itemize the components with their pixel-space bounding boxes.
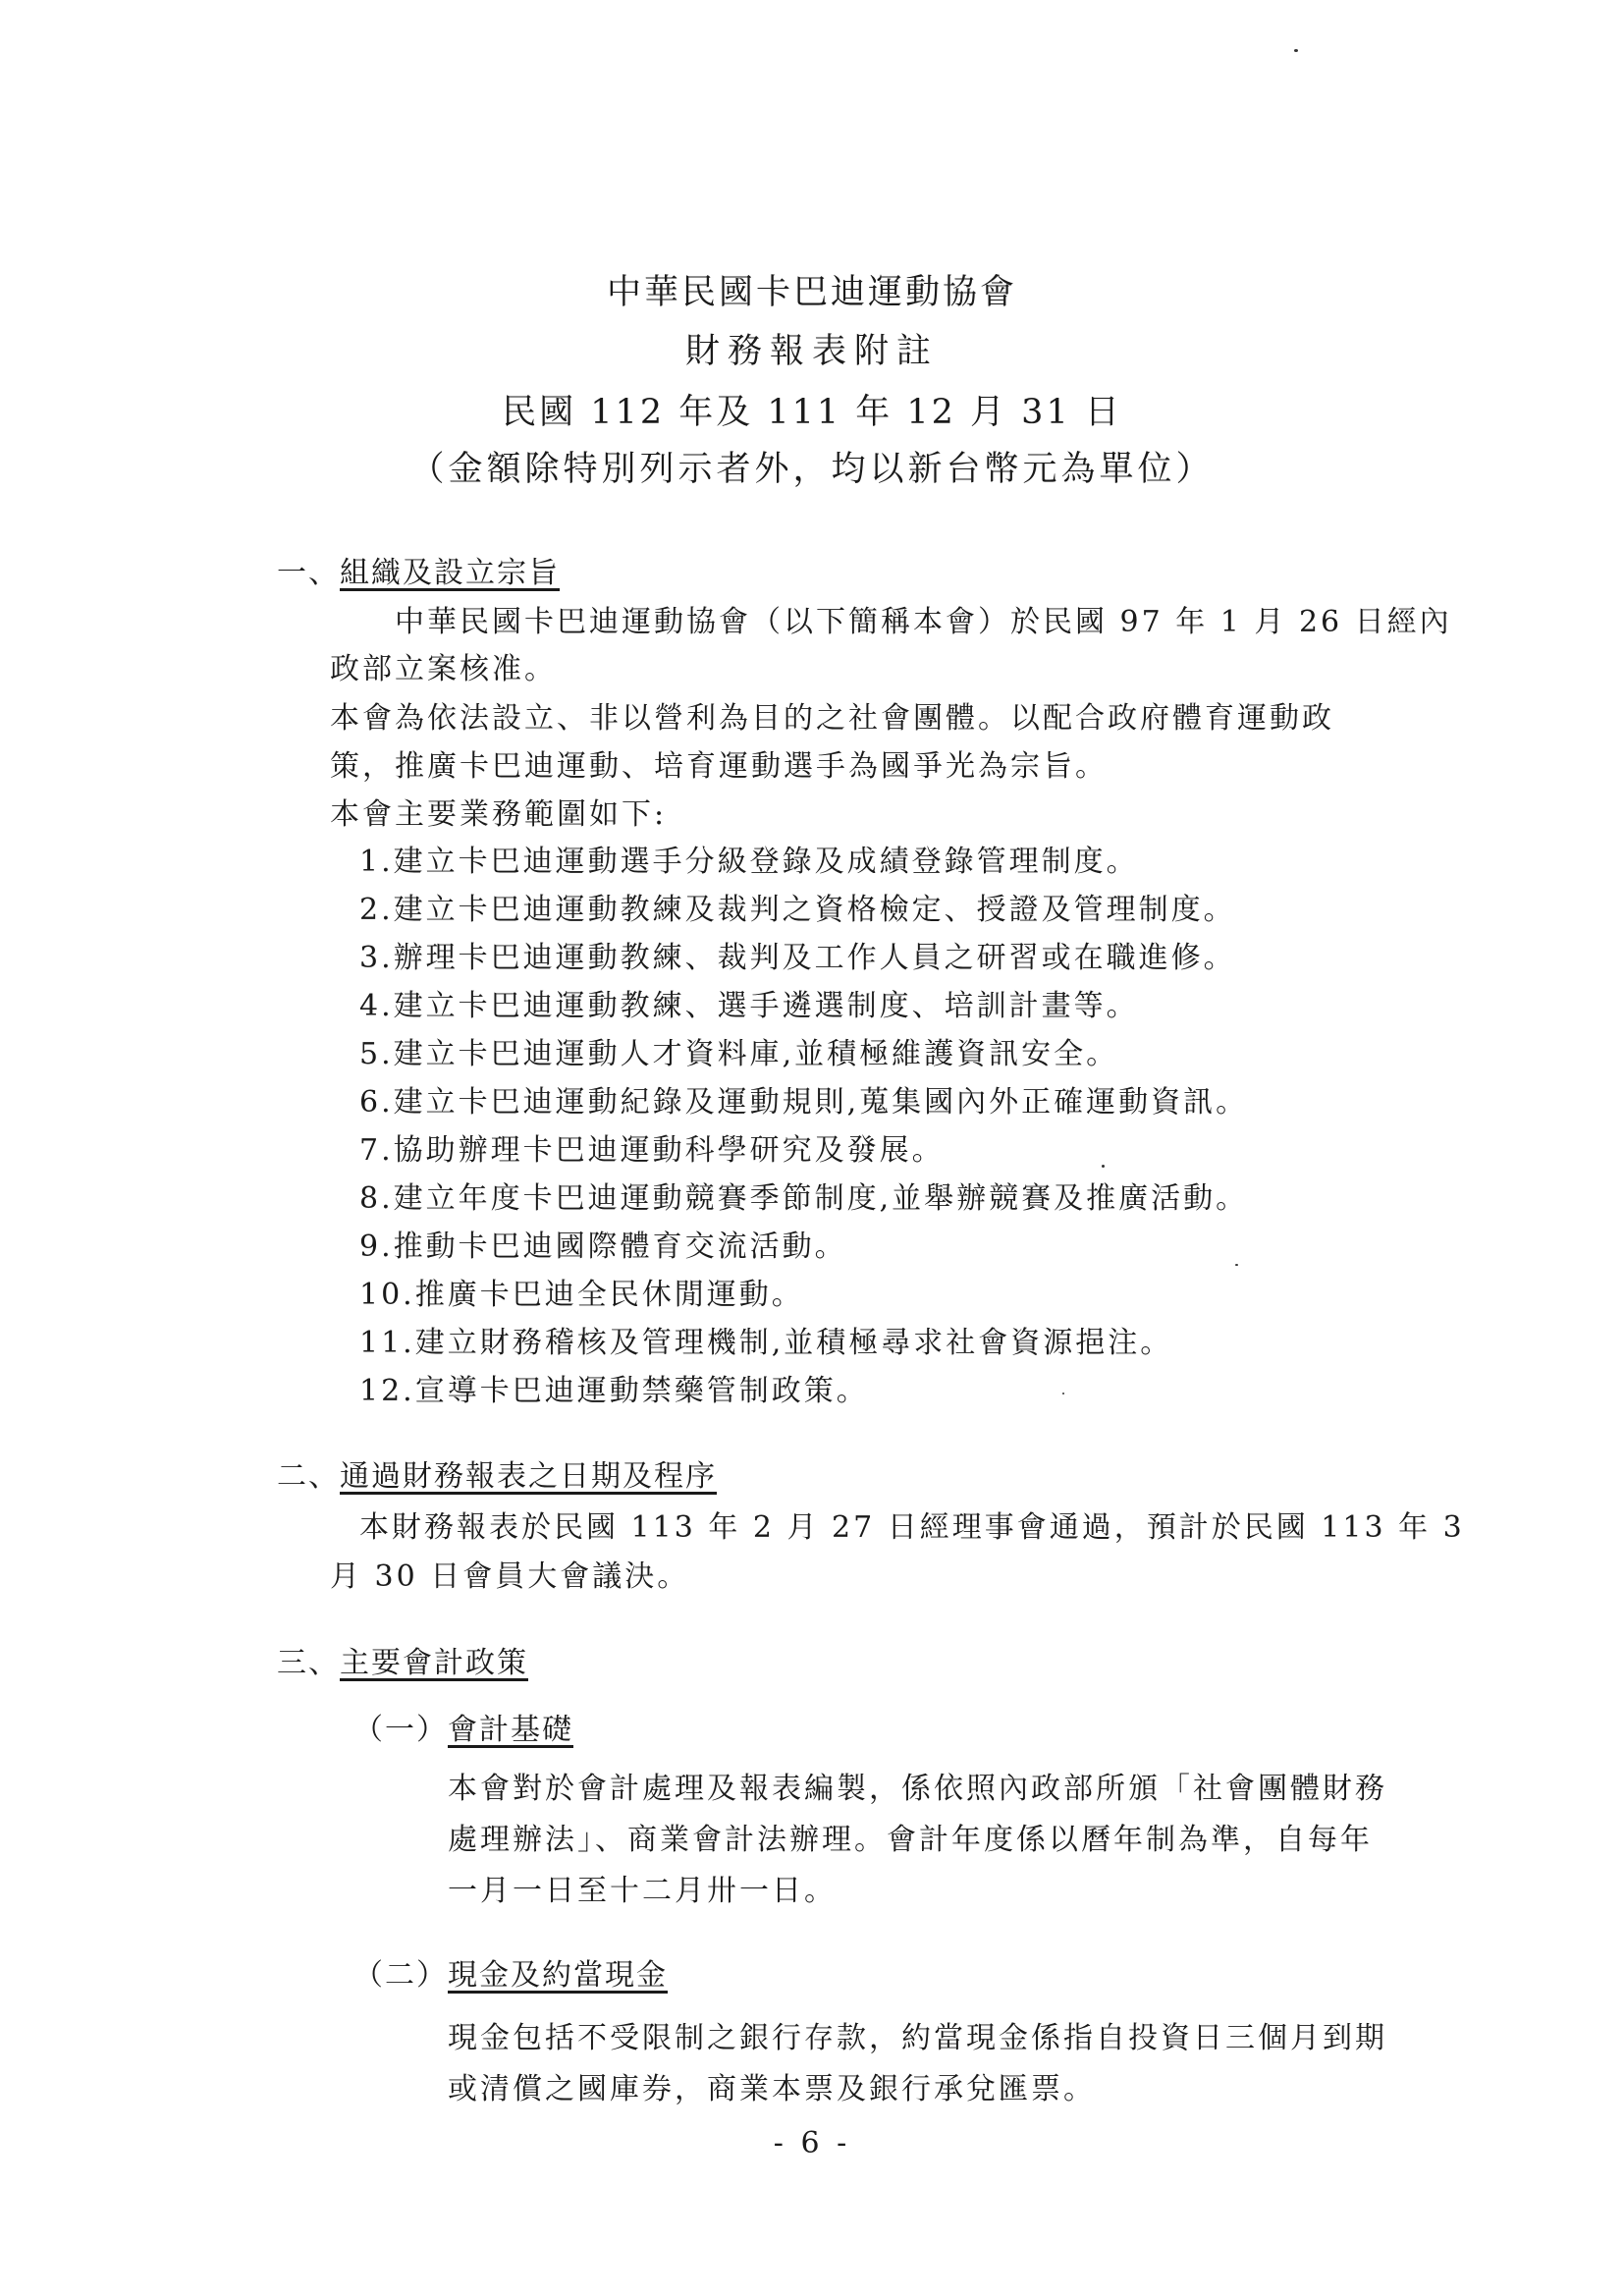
- section1-line-4: 策，推廣卡巴迪運動、培育運動選手為國爭光為宗旨。: [330, 749, 1108, 784]
- section1-number: 一、: [277, 556, 340, 590]
- subsection1-title: 會計基礎: [448, 1713, 573, 1747]
- doc-title: 財務報表附註: [684, 332, 939, 371]
- subsection1-heading: [353, 1705, 573, 1748]
- section1-line-5: 本會主要業務範圍如下:: [330, 797, 668, 832]
- section3-title: 主要會計政策: [340, 1646, 528, 1680]
- list-item: 12.宣導卡巴迪運動禁藥管制政策。: [359, 1374, 869, 1408]
- subsection1-line-2: 處理辦法」、商業會計法辦理。會計年度係以曆年制為準，自每年: [448, 1823, 1373, 1857]
- section2-heading: [277, 1451, 717, 1495]
- org-title: 中華民國卡巴迪運動協會: [606, 273, 1017, 312]
- section2-line-1: 本財務報表於民國 113 年 2 月 27 日經理事會通過，預計於民國 113 年 3: [359, 1510, 1465, 1545]
- section1-line-1: 中華民國卡巴迪運動協會（以下簡稱本會）於民國 97 年 1 月 26 日經內: [395, 605, 1452, 639]
- list-item: 3.辦理卡巴迪運動教練、裁判及工作人員之研習或在職進修。: [359, 941, 1236, 975]
- section3-number: 三、: [277, 1646, 340, 1680]
- subsection2-heading: [353, 1950, 668, 1994]
- list-item: 5.建立卡巴迪運動人才資料庫,並積極維護資訊安全。: [359, 1037, 1119, 1071]
- subsection1-line-3: 一月一日至十二月卅一日。: [448, 1874, 837, 1908]
- section1-heading: [277, 548, 560, 591]
- subsection1-number: （一）: [353, 1713, 448, 1747]
- list-item: 9.推動卡巴迪國際體育交流活動。: [359, 1230, 847, 1264]
- subsection1-line-1: 本會對於會計處理及報表編製，係依照內政部所頒「社會團體財務: [448, 1772, 1387, 1806]
- subsection2-line-2: 或清償之國庫券，商業本票及銀行承兌匯票。: [448, 2072, 1096, 2106]
- list-item: 10.推廣卡巴迪全民休閒運動。: [359, 1278, 804, 1312]
- scan-speck: [1102, 1165, 1105, 1168]
- scan-speck: [1235, 1264, 1238, 1266]
- list-item: 7.協助辦理卡巴迪運動科學研究及發展。: [359, 1133, 945, 1168]
- section2-title: 通過財務報表之日期及程序: [340, 1459, 717, 1494]
- list-item: 6.建立卡巴迪運動紀錄及運動規則,蒐集國內外正確運動資訊。: [359, 1085, 1249, 1120]
- list-item: 4.建立卡巴迪運動教練、選手遴選制度、培訓計畫等。: [359, 989, 1139, 1023]
- section1-line-3: 本會為依法設立、非以營利為目的之社會團體。以配合政府體育運動政: [330, 701, 1334, 736]
- list-item: 8.建立年度卡巴迪運動競賽季節制度,並舉辦競賽及推廣活動。: [359, 1181, 1249, 1216]
- section2-number: 二、: [277, 1459, 340, 1494]
- period-title: 民國 112 年及 111 年 12 月 31 日: [502, 393, 1122, 432]
- section2-line-2: 月 30 日會員大會議決。: [330, 1559, 690, 1594]
- unit-note: （金額除特別列示者外，均以新台幣元為單位）: [409, 450, 1215, 489]
- section1-title: 組織及設立宗旨: [340, 556, 560, 590]
- scan-speck: [1062, 1393, 1064, 1394]
- list-item: 2.建立卡巴迪運動教練及裁判之資格檢定、授證及管理制度。: [359, 893, 1236, 927]
- list-item: 11.建立財務稽核及管理機制,並積極尋求社會資源挹注。: [359, 1326, 1173, 1360]
- list-item: 1.建立卡巴迪運動選手分級登錄及成績登錄管理制度。: [359, 845, 1139, 879]
- section1-line-2: 政部立案核准。: [330, 652, 557, 686]
- scan-speck: [1294, 49, 1298, 52]
- subsection2-line-1: 現金包括不受限制之銀行存款，約當現金係指自投資日三個月到期: [448, 2021, 1387, 2055]
- subsection2-title: 現金及約當現金: [448, 1958, 668, 1993]
- subsection2-number: （二）: [353, 1958, 448, 1993]
- page-number: - 6 -: [773, 2126, 851, 2160]
- section3-heading: [277, 1638, 528, 1681]
